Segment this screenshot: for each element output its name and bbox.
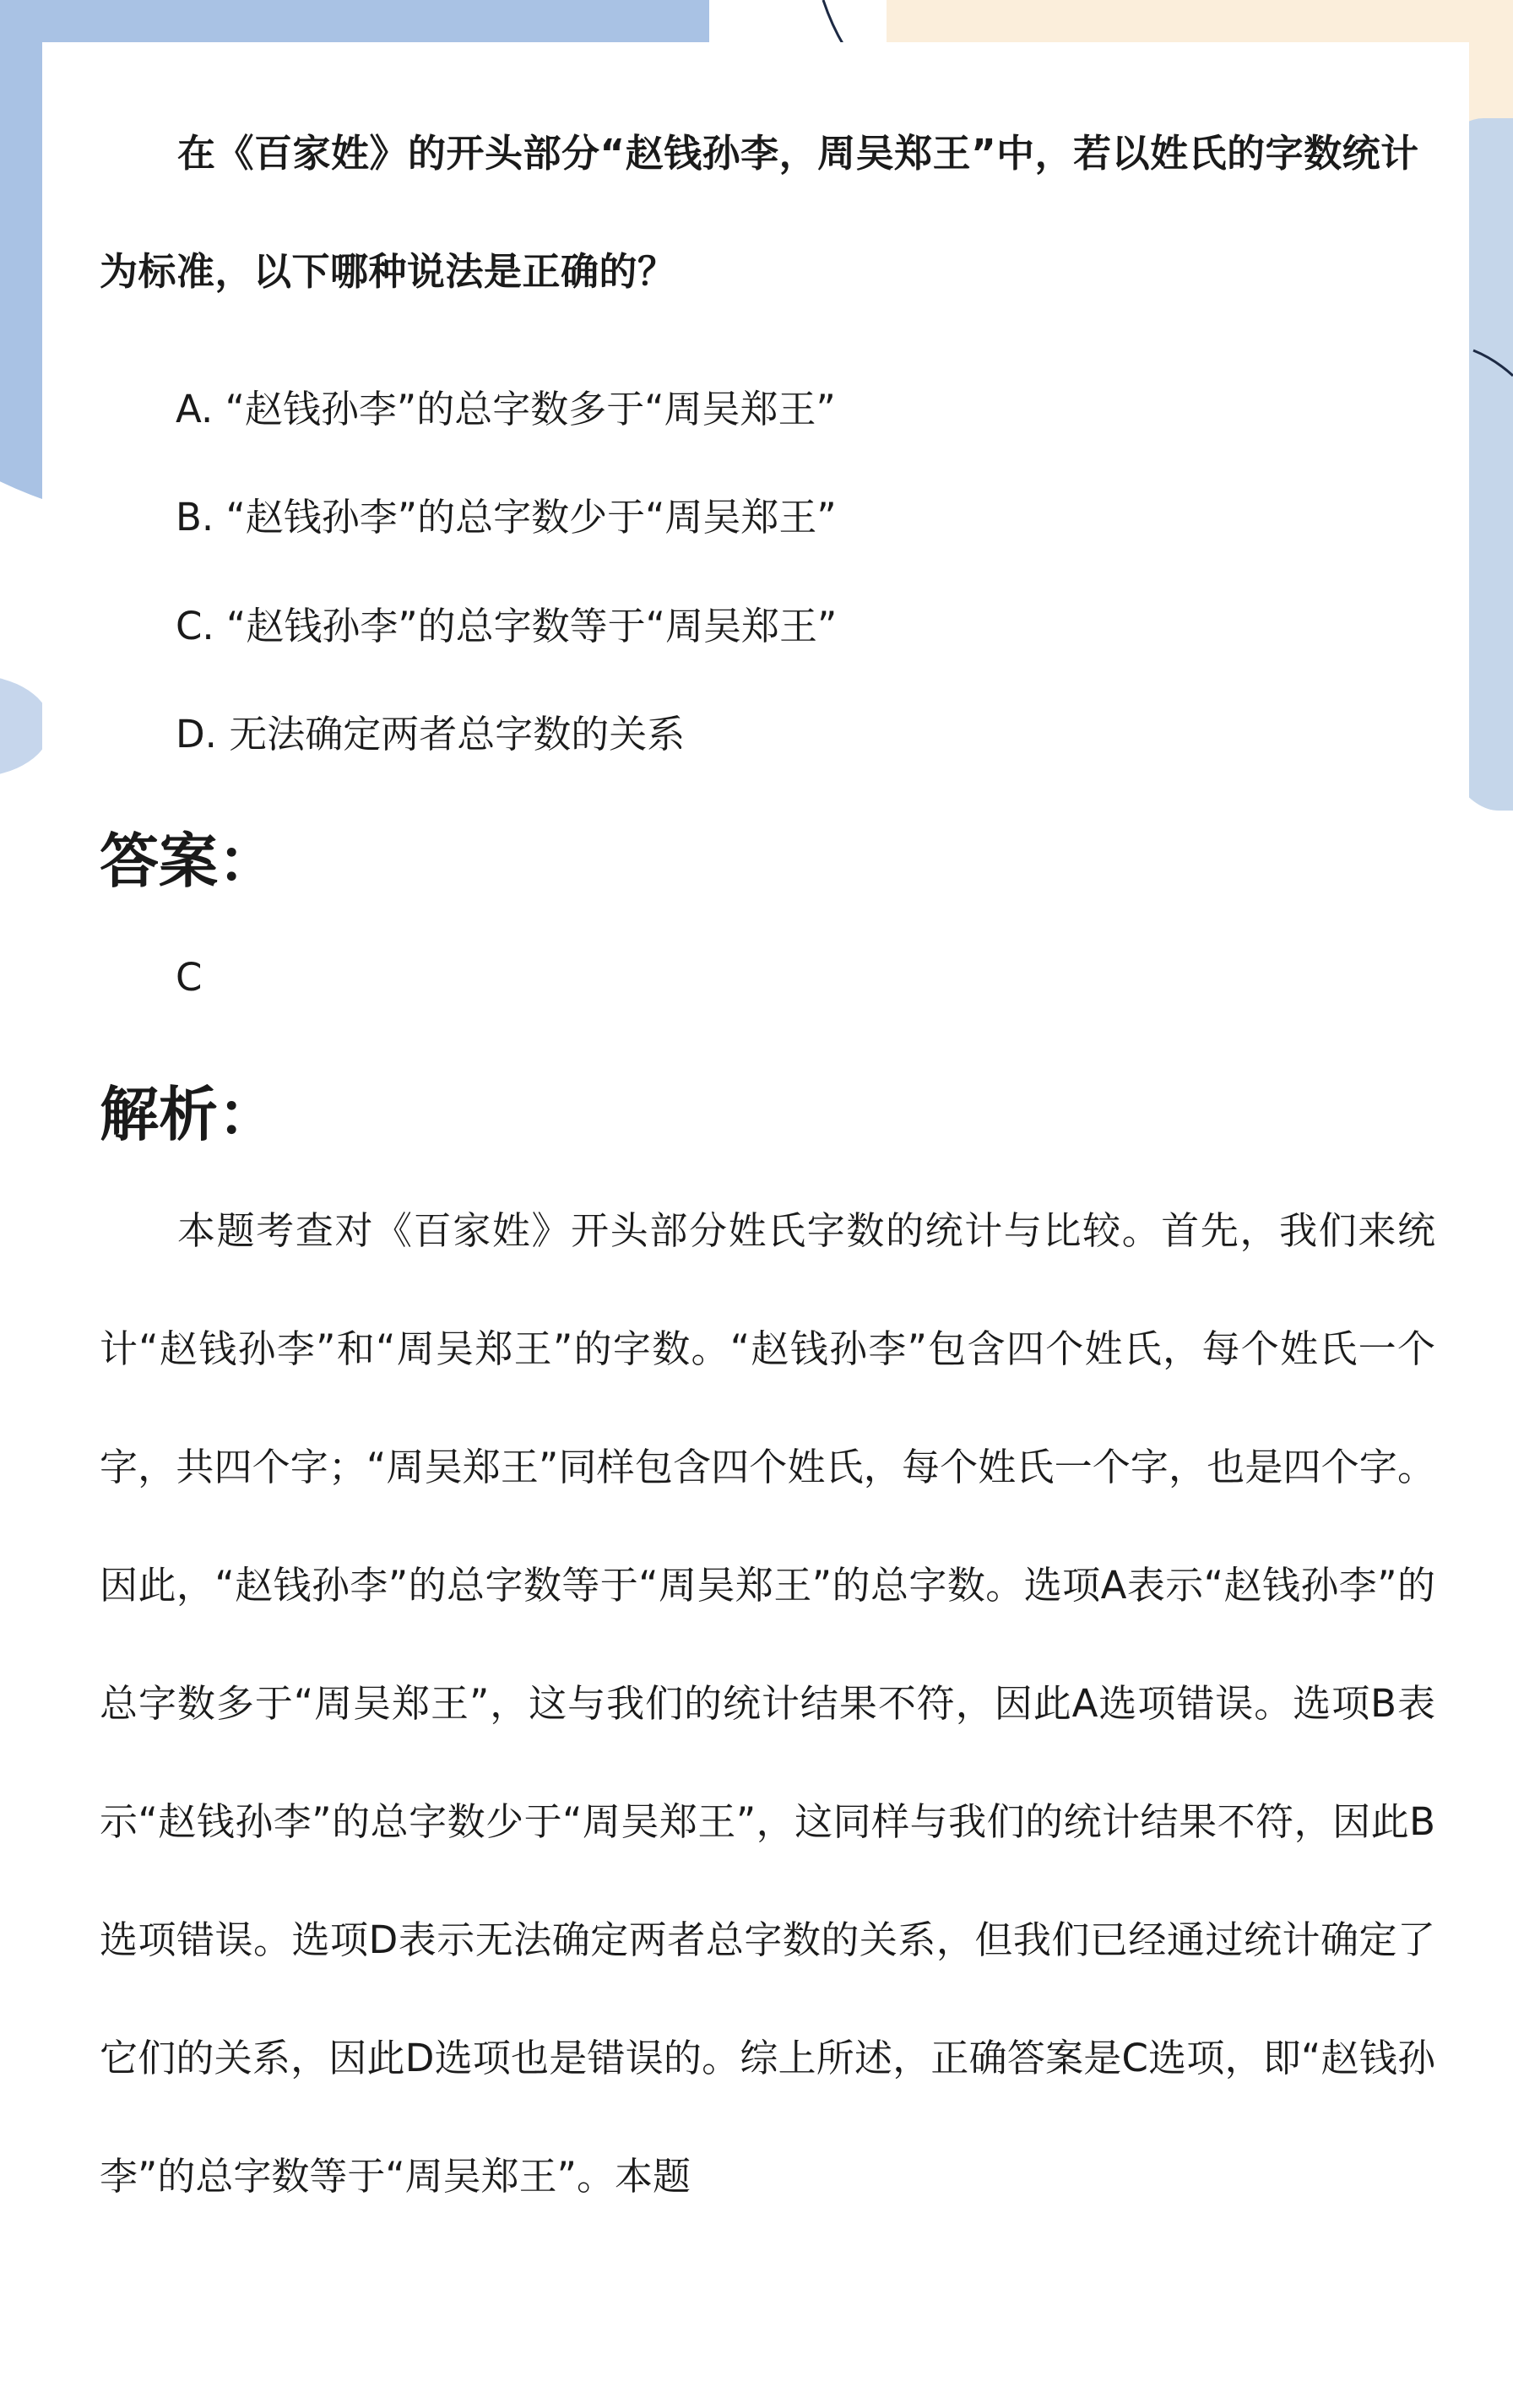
option-b: B. “赵钱孙李”的总字数少于“周吴郑王” — [176, 495, 837, 540]
question-card — [42, 42, 1469, 2408]
question-text: 在《百家姓》的开头部分“赵钱孙李，周吴郑王”中，若以姓氏的字数统计为标准，以下哪种说法是正确的？ — [100, 131, 1419, 294]
option-d: D. 无法确定两者总字数的关系 — [176, 712, 686, 757]
option-a: A. “赵钱孙李”的总字数多于“周吴郑王” — [176, 387, 836, 431]
answer-heading: 答案： — [100, 827, 277, 896]
analysis-heading: 解析： — [100, 1080, 277, 1149]
answer-value: C — [176, 955, 203, 1000]
analysis-text: 本题考查对《百家姓》开头部分姓氏字数的统计与比较。首先，我们来统计“赵钱孙李”和“周吴郑王”的字数。“赵钱孙李”包含四个姓氏，每个姓氏一个字，共四个字；“周吴郑王”同样包含四个姓氏，每个姓氏一个字，也是四个字。因此，“赵钱孙李”的总字数等于“周吴郑王”的总字数。选项A表示“赵钱孙李”的总字数多于“周吴郑王”，这与我们的统计结果不符，因此A选项错误。选项B表示“赵钱孙李”的总字数少于“周吴郑王”，这同样与我们的统计结果不符，因此B选项错误。选项D表示无法确定两者总字数的关系，但我们已经通过统计确定了它们的关系，因此D选项也是错误的。综上所述，正确答案是C选项，即“赵钱孙李”的总字数等于“周吴郑王”。本题 — [100, 1208, 1435, 2199]
option-c: C. “赵钱孙李”的总字数等于“周吴郑王” — [176, 604, 838, 648]
